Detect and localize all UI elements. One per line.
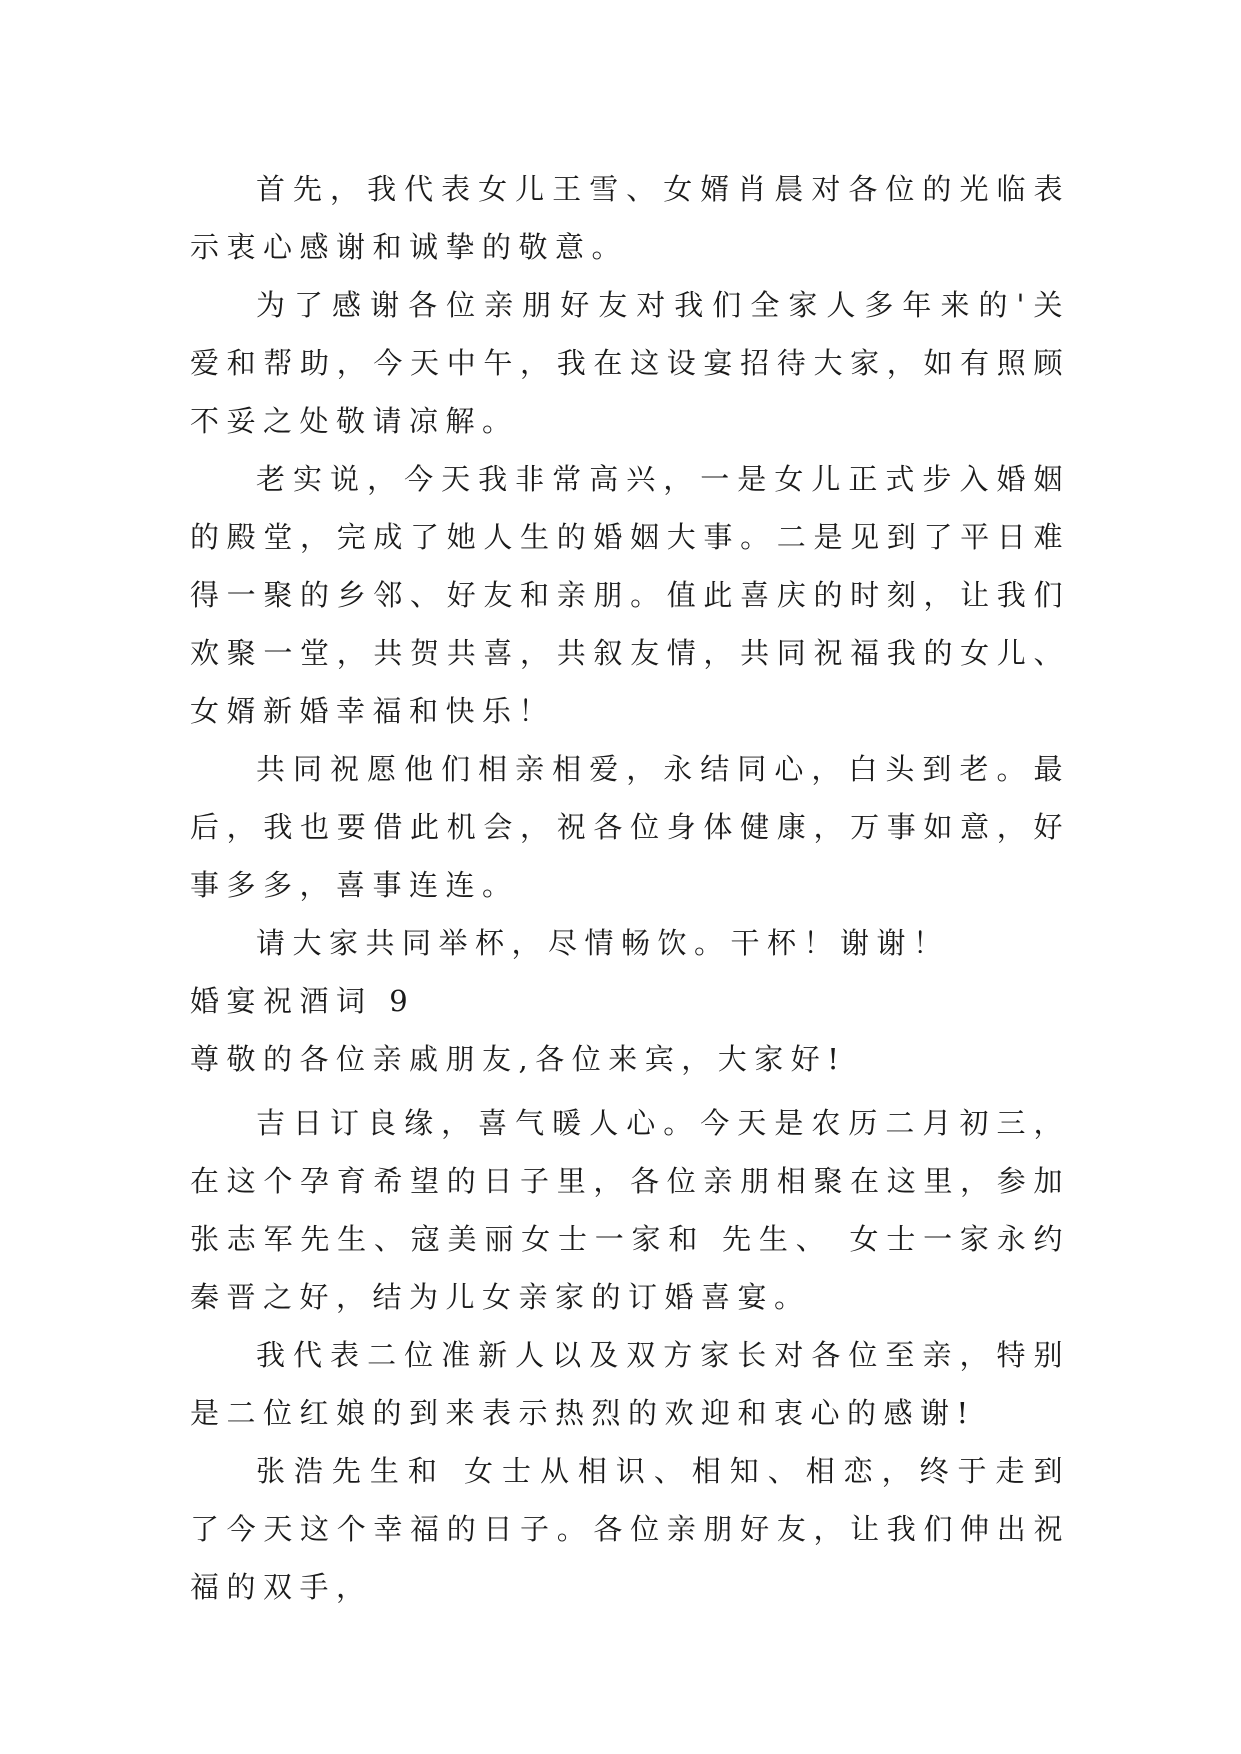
section-title: 婚宴祝酒词 9 (190, 984, 416, 1018)
paragraph-happiness: 老实说，今天我非常高兴，一是女儿正式步入婚姻的殿堂，完成了她人生的婚姻大事。二是见到了平日难得一聚的乡邻、好友和亲朋。值此喜庆的时刻，让我们欢聚一堂，共贺共喜，共叙友情，共同祝福我的女儿、女婿新婚幸福和快乐！ (190, 462, 1070, 728)
paragraph-couple: 张浩先生和 女士从相识、相知、相恋，终于走到了今天这个幸福的日子。各位亲朋好友，让我们伸出祝福的双手， (190, 1454, 1070, 1604)
paragraph-wishes: 共同祝愿他们相亲相爱，永结同心，白头到老。最后，我也要借此机会，祝各位身体健康，万事如意，好事多多，喜事连连。 (190, 752, 1070, 902)
paragraph-welcome: 我代表二位准新人以及双方家长对各位至亲，特别是二位红娘的到来表示热烈的欢迎和衷心的感谢! (190, 1338, 1070, 1430)
greeting-line: 尊敬的各位亲戚朋友,各位来宾，大家好! (190, 1042, 847, 1076)
document-body (190, 160, 1070, 1616)
paragraph-thanks: 首先，我代表女儿王雪、女婿肖晨对各位的光临表示衷心感谢和诚挚的敬意。 (190, 172, 1070, 264)
paragraph-banquet: 为了感谢各位亲朋好友对我们全家人多年来的'关爱和帮助，今天中午，我在这设宴招待大家，如有照顾不妥之处敬请凉解。 (190, 288, 1070, 438)
paragraph-toast: 请大家共同举杯，尽情畅饮。干杯！谢谢！ (256, 926, 950, 960)
paragraph-engagement: 吉日订良缘，喜气暖人心。今天是农历二月初三，在这个孕育希望的日子里，各位亲朋相聚在这里，参加张志军先生、寇美丽女士一家和 先生、 女士一家永约秦晋之好，结为儿女亲家的订婚喜宴。 (190, 1106, 1071, 1314)
